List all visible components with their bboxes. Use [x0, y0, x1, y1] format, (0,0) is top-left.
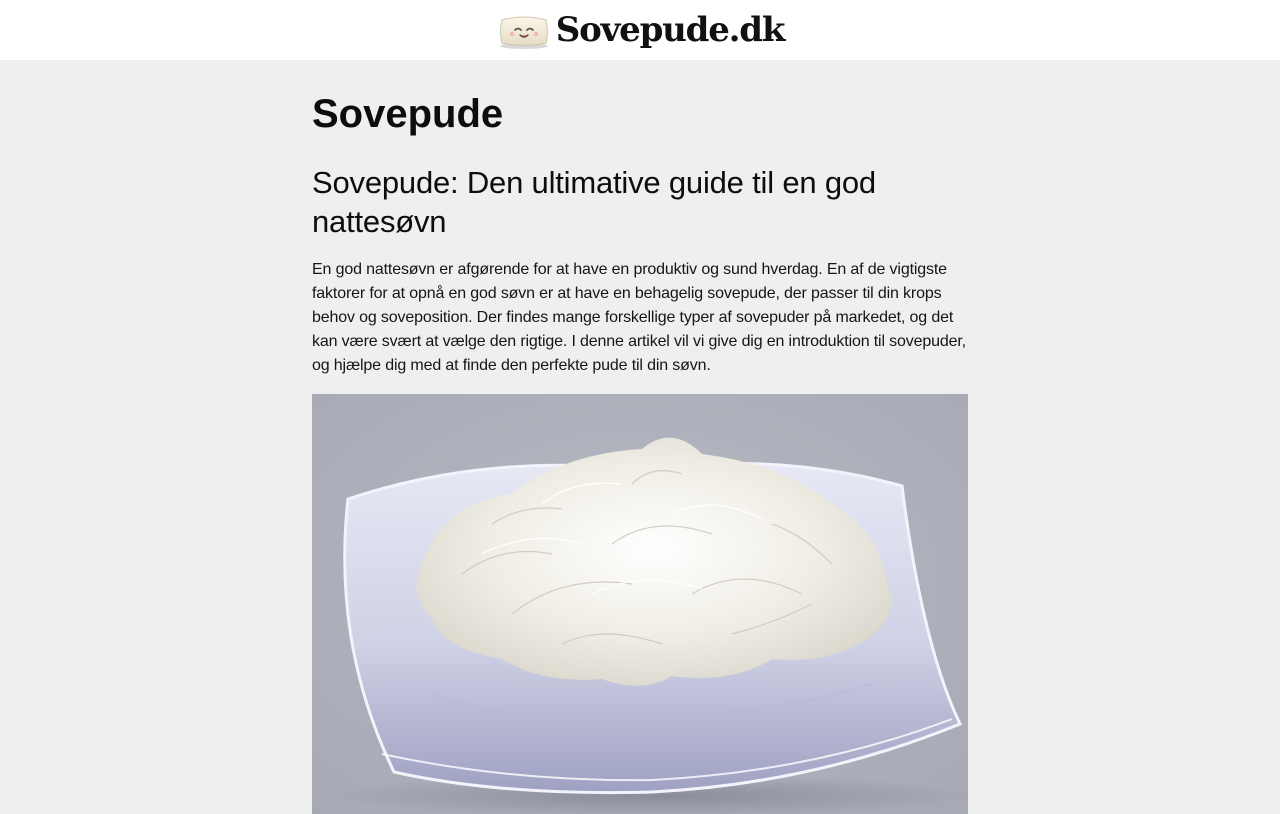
site-logo-text: Sovepude.dk	[555, 10, 785, 50]
article-heading: Sovepude: Den ultimative guide til en god nattesøvn	[312, 165, 876, 239]
intro-paragraph: En god nattesøvn er afgørende for at have en produktiv og sund hverdag. En af de vigtigste faktorer for at opnå en god søvn er at have en behagelig sovepude, der passer til din krops behov og soveposition. Der findes mange forskellige typer af sovepuder på markedet, og det kan være svært at vælge den rigtige. I denne artikel vil vi give dig en introduktion til sovepuder, og hjælpe dig med at finde den perfekte pude til din søvn.	[312, 261, 966, 374]
site-header	[0, 0, 1280, 60]
fluffy-pillow-illustration	[312, 394, 968, 814]
article-content	[312, 60, 968, 814]
site-logo-link[interactable]	[496, 8, 785, 52]
page-title: Sovepude	[312, 92, 504, 136]
hero-image	[312, 394, 968, 814]
pillow-face-icon	[496, 10, 552, 50]
